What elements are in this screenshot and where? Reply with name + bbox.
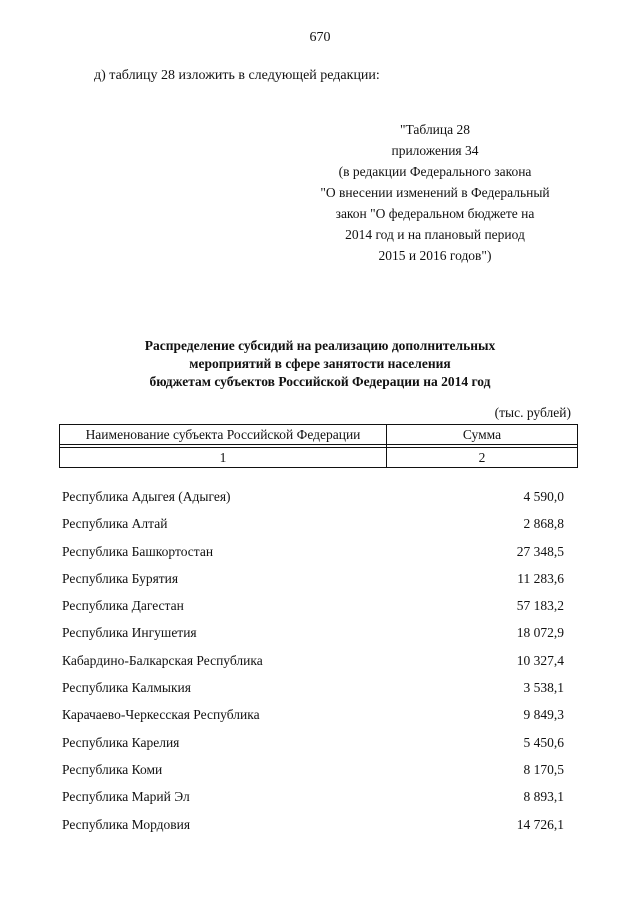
table-row [62, 544, 564, 571]
header-row [60, 425, 578, 445]
table-row [62, 789, 564, 816]
reference-line: приложения 34 [391, 143, 479, 158]
table-row [62, 817, 564, 844]
table-header [59, 424, 578, 468]
region-name: Республика Мордовия [62, 816, 191, 832]
column-number-2: 2 [387, 448, 578, 468]
reference-line: закон "О федеральном бюджете на [335, 206, 535, 221]
subsidy-amount: 27 348,5 [516, 543, 564, 559]
column-number-1: 1 [60, 448, 387, 468]
table-row [62, 762, 564, 789]
amendment-instruction: д) таблицу 28 изложить в следующей редакции: [94, 68, 380, 83]
subsidy-amount: 10 327,4 [516, 652, 564, 668]
region-name: Карачаево-Черкесская Республика [62, 707, 260, 723]
unit-label: (тыс. рублей) [494, 405, 571, 420]
table-row [62, 598, 564, 625]
region-name: Кабардино-Балкарская Республика [62, 652, 263, 668]
table-row [62, 516, 564, 543]
region-name: Республика Марий Эл [62, 789, 190, 805]
table-row [62, 680, 564, 707]
column-header-name: Наименование субъекта Российской Федерации [60, 425, 387, 445]
reference-line: 2015 и 2016 годов") [378, 248, 492, 263]
reference-line: "О внесении изменений в Федеральный [320, 185, 550, 200]
subsidy-amount: 9 849,3 [523, 707, 564, 723]
region-name: Республика Башкортостан [62, 543, 214, 559]
title-line: бюджетам субъектов Российской Федерации на 2014 год [149, 374, 491, 389]
subsidy-amount: 11 283,6 [517, 570, 564, 586]
region-name: Республика Коми [62, 761, 163, 777]
region-name: Республика Калмыкия [62, 680, 191, 696]
subsidy-amount: 3 538,1 [523, 680, 564, 696]
table-title [90, 337, 550, 391]
subsidy-amount: 8 893,1 [523, 789, 564, 805]
subsidy-amount: 57 183,2 [516, 598, 564, 614]
region-name: Республика Алтай [62, 516, 168, 532]
subsidy-amount: 14 726,1 [516, 816, 564, 832]
region-name: Республика Дагестан [62, 598, 184, 614]
region-name: Республика Адыгея (Адыгея) [62, 489, 231, 504]
table-row [62, 625, 564, 652]
region-name: Республика Карелия [62, 734, 180, 750]
reference-line: "Таблица 28 [400, 122, 470, 137]
table-reference-block [300, 119, 570, 266]
table-body [62, 489, 564, 844]
subsidy-amount: 8 170,5 [523, 761, 564, 777]
region-name: Республика Ингушетия [62, 625, 197, 641]
table-row [62, 489, 564, 516]
subsidy-amount: 5 450,6 [523, 734, 564, 750]
column-number-row [60, 448, 578, 468]
subsidy-amount: 4 590,0 [523, 489, 564, 504]
reference-line: 2014 год и на плановый период [345, 227, 525, 242]
table-row [62, 653, 564, 680]
subsidy-amount: 18 072,9 [516, 625, 564, 641]
table-row [62, 735, 564, 762]
column-header-amount: Сумма [387, 425, 578, 445]
title-line: Распределение субсидий на реализацию дополнительных [144, 338, 496, 353]
table-row [62, 571, 564, 598]
subsidy-amount: 2 868,8 [523, 516, 564, 532]
region-name: Республика Бурятия [62, 570, 179, 586]
reference-line: (в редакции Федерального закона [338, 164, 532, 179]
table-row [62, 707, 564, 734]
title-line: мероприятий в сфере занятости населения [189, 356, 451, 371]
page-number: 670 [309, 30, 331, 45]
